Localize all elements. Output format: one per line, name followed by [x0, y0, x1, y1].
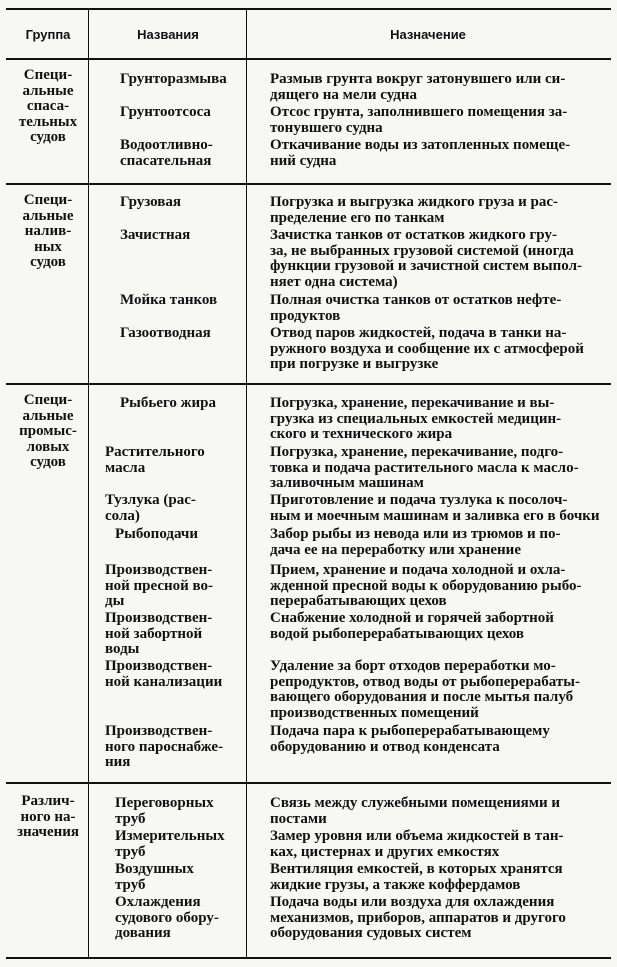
system-purpose: Подача пара к рыбоперерабатывающему оборудованию и отвод конденсата: [270, 723, 550, 755]
header-purpose: Назначение: [390, 27, 466, 42]
group-divider: [6, 782, 611, 784]
system-purpose: Снабжение холодной и горячей забортной водой рыбоперерабатывающих цехов: [270, 610, 554, 642]
system-name: Переговорных труб: [115, 795, 214, 827]
system-name: Производствен- ного пароснабже- ния: [105, 723, 224, 770]
system-purpose: Приготовление и подача тузлука к посолоч- ным и моечным машинам и заливка его в бочки: [270, 492, 600, 524]
group-divider: [6, 183, 611, 185]
system-name: Производствен- ной забортной воды: [105, 610, 213, 657]
system-purpose: Размыв грунта вокруг затонувшего или си- дящего на мели судна: [270, 71, 566, 103]
top-rule: [6, 8, 611, 10]
system-name: Грунторазмыва: [120, 71, 227, 87]
system-name: Грунтоотсоса: [120, 104, 211, 120]
system-purpose: Погрузка, хранение, перекачивание, подго- товка и подача растительного масла к масло- заливочным машинам: [270, 444, 579, 491]
system-name: Измерительных труб: [115, 828, 225, 860]
system-purpose: Зачистка танков от остатков жидкого гру- за, не выбранных грузовой системой (иногда функции грузовой и зачистной систем выпол- няет одна система): [270, 227, 582, 290]
system-name: Мойка танков: [120, 292, 218, 308]
header-name: Названия: [137, 27, 199, 42]
system-purpose: Прием, хранение и подача холодной и охла- жденной пресной воды к оборудованию рыбо- перерабатывающих цехов: [270, 562, 582, 609]
header-rule: [6, 58, 611, 60]
system-name: Зачистная: [120, 227, 191, 243]
system-name: Воздушных труб: [115, 861, 194, 893]
system-name: Охлаждения судового обору- дования: [115, 894, 219, 941]
system-name: Рыбоподачи: [115, 526, 198, 542]
system-name: Тузлука (рас- сола): [105, 492, 196, 524]
header-group: Группа: [25, 27, 71, 42]
system-name: Растительного масла: [105, 444, 205, 476]
column-divider: [88, 8, 89, 959]
column-divider: [246, 8, 247, 959]
system-purpose: Погрузка, хранение, перекачивание и вы- грузка из специальных емкостей медицин- ского и технического жира: [270, 395, 562, 442]
group-label: Специ- альные налив- ных судов: [22, 192, 74, 270]
group-divider: [6, 383, 611, 385]
system-purpose: Откачивание воды из затопленных помеще- ний судна: [270, 137, 571, 169]
system-name: Производствен- ной канализации: [105, 658, 223, 690]
group-label: Специ- альные промыс- ловых судов: [19, 392, 77, 470]
system-name: Производствен- ной пресной во- ды: [105, 562, 214, 609]
system-purpose: Забор рыбы из невода или из трюмов и по- дача ее на переработку или хранение: [270, 526, 561, 558]
system-purpose: Подача воды или воздуха для охлаждения механизмов, приборов, аппаратов и другого оборудования судовых систем: [270, 894, 566, 941]
system-purpose: Замер уровня или объема жидкостей в тан- ках, цистернах и других емкостях: [270, 828, 564, 860]
system-name: Рыбьего жира: [120, 395, 217, 411]
system-purpose: Связь между служебными помещениями и постами: [270, 795, 561, 827]
system-name: Водоотливно- спасательная: [120, 137, 213, 169]
system-purpose: Полная очистка танков от остатков нефте- продуктов: [270, 292, 562, 324]
bottom-rule: [6, 957, 611, 959]
group-label: Различ- ного на- значения: [16, 793, 80, 840]
system-purpose: Удаление за борт отходов переработки мо- репродуктов, отвод воды от рыбоперерабаты- вающего оборудования и после мытья палуб производственных помещений: [270, 658, 580, 721]
system-purpose: Отсос грунта, заполнившего помещения за- тонувшего судна: [270, 104, 568, 136]
system-name: Газоотводная: [120, 325, 211, 341]
system-purpose: Погрузка и выгрузка жидкого груза и рас- пределение его по танкам: [270, 194, 559, 226]
system-purpose: Вентиляция емкостей, в которых хранятся жидкие грузы, а также коффердамов: [270, 861, 563, 893]
group-label: Специ- альные спаса- тельных судов: [18, 67, 78, 145]
system-purpose: Отвод паров жидкостей, подача в танки на- ружного воздуха и сообщение их с атмосферой при погрузке и выгрузке: [270, 325, 584, 372]
system-name: Грузовая: [120, 194, 182, 210]
